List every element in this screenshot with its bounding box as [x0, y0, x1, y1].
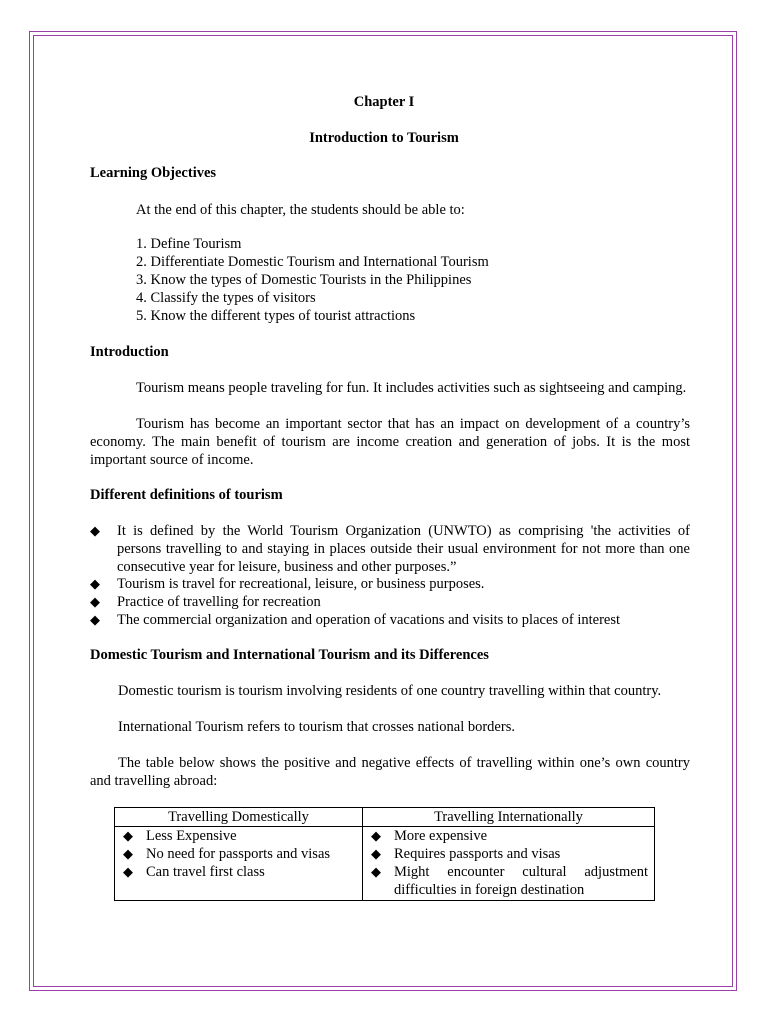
objective-item: 1. Define Tourism: [136, 236, 242, 252]
definition-item: [90, 611, 690, 629]
definition-item: [90, 575, 690, 593]
diamond-bullet-icon: ◆: [371, 828, 381, 843]
list-item: ◆ Requires passports and visas: [371, 846, 561, 862]
international-cell: [363, 827, 655, 901]
definitions-heading: Different definitions of tourism: [90, 487, 283, 503]
objectives-intro: At the end of this chapter, the students should be able to:: [136, 202, 465, 218]
header-international: Travelling Internationally: [363, 808, 655, 827]
international-definition: International Tourism refers to tourism that crosses national borders.: [118, 719, 515, 735]
chapter-title: Introduction to Tourism: [309, 130, 459, 146]
objective-item: 3. Know the types of Domestic Tourists in the Philippines: [136, 272, 472, 288]
introduction-heading: Introduction: [90, 344, 169, 360]
table-header-row: [115, 808, 655, 827]
diamond-bullet-icon: ◆: [371, 846, 381, 861]
objective-item: 5. Know the different types of tourist attractions: [136, 308, 416, 324]
diamond-bullet-icon: ◆: [90, 594, 100, 609]
definition-text: The commercial organization and operation of vacations and visits to places of interest: [117, 612, 621, 628]
introduction-paragraph-2: Tourism has become an important sector that has an impact on development of a country’s economy. The main benefit of tourism are income creation and generation of jobs. It is the most important source of income.: [90, 416, 690, 468]
table-row: [115, 827, 655, 901]
definition-item: [90, 522, 690, 576]
diamond-bullet-icon: ◆: [90, 576, 100, 591]
introduction-paragraph-1: Tourism means people traveling for fun. It includes activities such as sightseeing and camping.: [136, 380, 687, 396]
diamond-bullet-icon: ◆: [371, 864, 381, 879]
definition-item: [90, 593, 690, 611]
list-item: ◆ More expensive: [371, 828, 488, 844]
definition-text: It is defined by the World Tourism Organization (UNWTO) as comprising 'the activities of persons travelling to and staying in places outside their usual environment for not more than one consecutive year for leisure, business and other purposes.”: [117, 523, 690, 575]
diamond-bullet-icon: ◆: [123, 864, 133, 879]
chapter-label: Chapter I: [353, 94, 415, 110]
definition-text: Tourism is travel for recreational, leisure, or business purposes.: [117, 576, 485, 592]
list-item: ◆ Can travel first class: [123, 864, 265, 880]
list-item: ◆ Less Expensive: [123, 828, 237, 844]
comparison-table: [114, 807, 655, 901]
objective-item: 4. Classify the types of visitors: [136, 290, 316, 306]
list-item: ◆ Might encounter cultural adjustment difficulties in foreign destination: [371, 864, 648, 898]
domestic-definition: Domestic tourism is tourism involving residents of one country travelling within that country.: [118, 683, 662, 699]
learning-objectives-heading: Learning Objectives: [90, 165, 217, 181]
diamond-bullet-icon: ◆: [90, 523, 100, 538]
diamond-bullet-icon: ◆: [123, 828, 133, 843]
differences-heading: Domestic Tourism and International Tourism and its Differences: [90, 647, 489, 663]
diamond-bullet-icon: ◆: [123, 846, 133, 861]
header-domestic: Travelling Domestically: [115, 808, 363, 827]
table-intro: The table below shows the positive and negative effects of travelling within one’s own country and travelling abroad:: [90, 755, 690, 789]
definition-text: Practice of travelling for recreation: [117, 594, 321, 610]
diamond-bullet-icon: ◆: [90, 612, 100, 627]
list-item: ◆ No need for passports and visas: [123, 846, 331, 862]
objective-item: 2. Differentiate Domestic Tourism and International Tourism: [136, 254, 489, 270]
domestic-cell: [115, 827, 363, 901]
